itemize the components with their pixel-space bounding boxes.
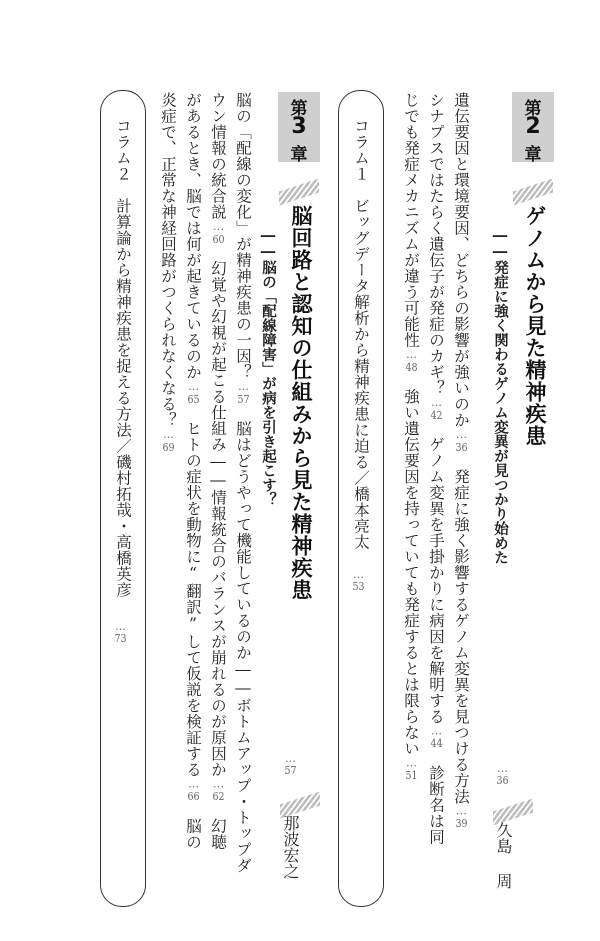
chapter2-tag-dai: 第 [524,99,542,119]
chapter3-stripe [279,179,319,206]
toc-entry[interactable]: ゲノム変異を手掛かりに病因を解明する [427,436,445,725]
page-number: 51 [405,770,418,781]
chapter3-tag-dai: 第 [290,99,308,119]
chapter3-toc-line-1: 脳の「配線の変化」が精神疾患の一因？…57 脳はどうやって機能しているのか――ボトムアップ・トップダ [234,92,252,874]
column1-title[interactable]: コラム１ ビッグデータ解析から精神疾患に迫る／橋本亮太 [352,118,370,550]
toc-entry[interactable]: 幻聴 [209,818,227,850]
page-number: 60 [212,233,225,245]
toc-entry[interactable]: ウン情報の統合説 [209,92,227,220]
chapter3-toc-line-2: ウン情報の統合説…60 幻覚や幻視が起こる仕組み――情報統合のバランスが崩れるのが原因か…62 幻聴 [209,92,227,850]
page-number: 36 [496,775,509,786]
page-number: 66 [187,791,200,802]
toc-entry[interactable]: 遺伝要因と環境要因、どちらの影響が強いのか [452,92,470,428]
toc-entry[interactable]: 発症に強く影響するゲノム変異を見つける方法 [452,468,470,805]
toc-entry[interactable]: 診断名は同 [427,765,445,845]
chapter2-title: ゲノムから見た精神疾患 [523,205,547,447]
chapter2-toc-line-2: シナプスではたらく遺伝子が発症のカギ？…42 ゲノム変異を手掛かりに病因を解明する…44 診断名は同 [427,92,445,845]
toc-entry[interactable]: じでも発症メカニズムが違う可能性 [402,92,420,348]
chapter2-subtitle-page [496,762,509,786]
leader-dots: … [496,762,509,775]
page-number: 53 [352,581,365,592]
page-number: 57 [237,393,250,405]
toc-entry[interactable]: があるとき、脳では何が起きているのか [184,92,202,380]
chapter2-author: 久島 周 [494,822,513,889]
toc-entry[interactable]: 炎症で、正常な神経回路がつくられなくなる？ [159,92,177,428]
column2-page [114,620,127,644]
page-number: 39 [455,818,468,829]
chapter3-subtitle-page [284,752,297,776]
page-number: 62 [212,791,225,802]
toc-entry[interactable]: 脳の [184,818,202,850]
chapter2-stripe [513,179,553,206]
chapter2-subtitle: ――発症に強く関わるゲノム変異が見つかり始めた [492,228,508,565]
chapter3-tag-number: 3 [291,114,307,139]
page-number: 48 [405,361,418,373]
chapter2-toc-line-1: 遺伝要因と環境要因、どちらの影響が強いのか…36 発症に強く影響するゲノム変異を見つける方法…39 [452,92,470,829]
leader-dots: … [284,752,297,765]
toc-entry[interactable]: ヒトの症状を動物に“翻訳”して仮説を検証する [184,420,202,778]
page-number: 42 [430,409,443,421]
toc-entry[interactable]: 脳はどうやって機能しているのか――ボトムアップ・トップダ [234,420,252,874]
page-number: 44 [430,738,443,749]
leader-dots: … [114,620,127,633]
column1-page [352,568,365,592]
chapter2-tag [512,92,554,165]
chapter2-tag-number: 2 [525,114,541,139]
chapter3-subtitle: ――脳の「配線障害」が病を引き起こす？ [260,228,276,507]
chapter3-toc-line-3: があるとき、脳では何が起きているのか…65 ヒトの症状を動物に“翻訳”して仮説を検証する…66 脳の [184,92,202,850]
page-number: 57 [284,765,297,776]
leader-dots: … [352,568,365,581]
chapter2-toc-line-3: じでも発症メカニズムが違う可能性…48 強い遺伝要因を持っていても発症するとは限らない…51 [402,92,420,781]
page-number: 36 [455,441,468,453]
page-number: 65 [187,393,200,405]
page-number: 69 [162,441,175,453]
chapter2-tag-sho: 章 [524,145,542,165]
toc-entry[interactable]: シナプスではたらく遺伝子が発症のカギ？ [427,92,445,396]
chapter3-author: 那波宏之 [281,815,300,879]
toc-entry[interactable]: 幻覚や幻視が起こる仕組み――情報統合のバランスが崩れるのが原因か [209,260,227,778]
page-number: 73 [114,633,127,644]
chapter3-title: 脳回路と認知の仕組みから見た精神疾患 [289,205,313,601]
toc-entry[interactable]: 脳の「配線の変化」が精神疾患の一因？ [234,92,252,380]
toc-entry[interactable]: 強い遺伝要因を持っていても発症するとは限らない [402,388,420,757]
column2-title[interactable]: コラム２ 計算論から精神疾患を捉える方法／磯村拓哉・高橋英彦 [114,118,132,598]
chapter3-tag [278,92,320,165]
chapter3-tag-sho: 章 [290,145,308,165]
chapter3-toc-line-4: 炎症で、正常な神経回路がつくられなくなる？…69 [159,92,177,453]
